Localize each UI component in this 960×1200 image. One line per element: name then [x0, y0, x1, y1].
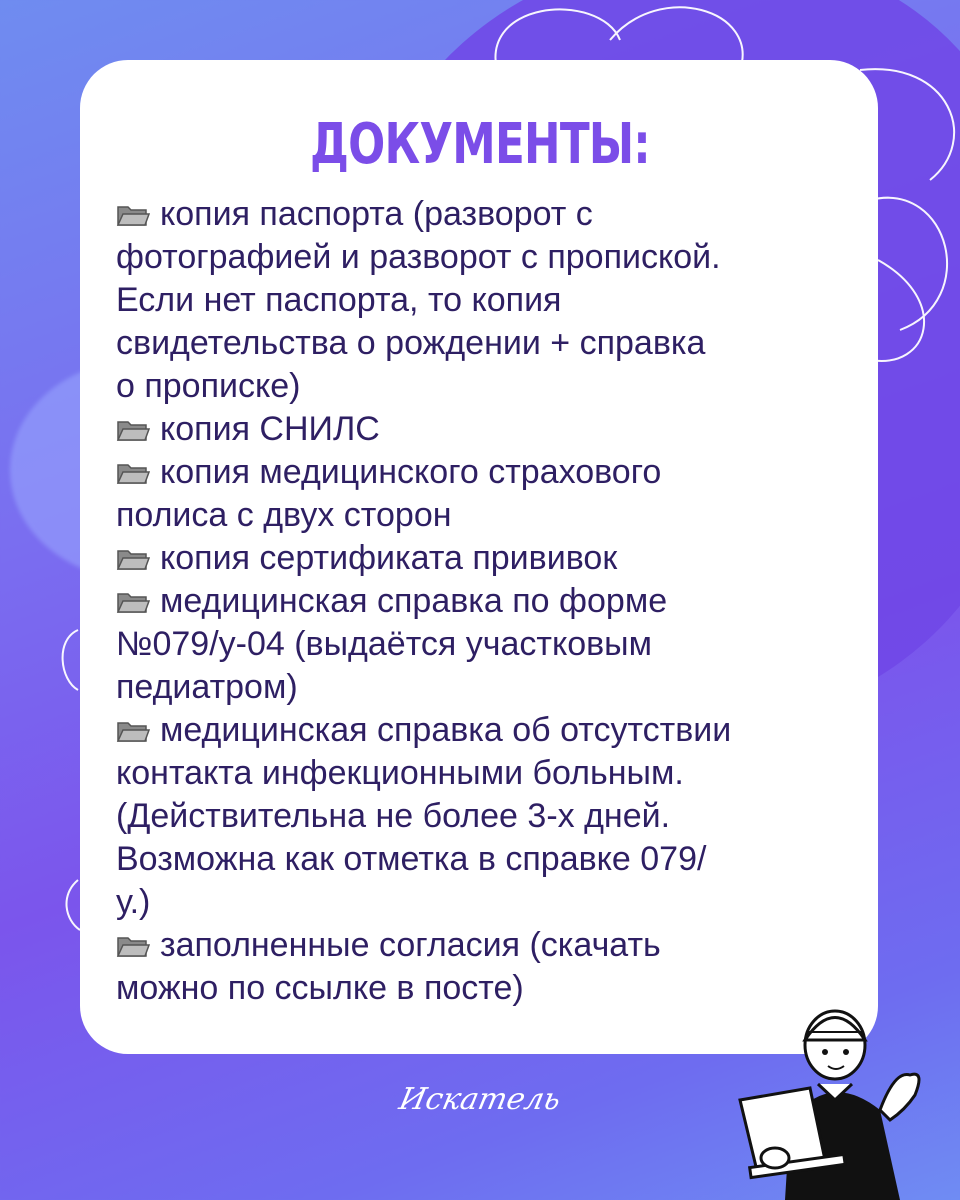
- brand-logo: Искатель: [396, 1082, 564, 1117]
- list-item-text: (Действительна не более 3-х дней.: [116, 797, 671, 835]
- list-item-text: копия медицинского страхового: [160, 453, 662, 491]
- list-item-text: фотографией и разворот с пропиской.: [116, 238, 721, 276]
- list-item: [116, 924, 856, 1010]
- list-item: [116, 451, 856, 537]
- folder-icon: [116, 926, 150, 950]
- list-item-text: копия паспорта (разворот с: [160, 195, 593, 233]
- list-item-text: о прописке): [116, 367, 301, 405]
- list-item: [116, 408, 856, 451]
- list-item-text: медицинская справка об отсутствии: [160, 711, 732, 749]
- list-item: [116, 580, 856, 709]
- list-item-text: свидетельства о рождении + справка: [116, 324, 706, 362]
- list-item-text: копия сертификата прививок: [160, 539, 618, 577]
- list-item-text: полиса с двух сторон: [116, 496, 452, 534]
- folder-icon: [116, 410, 150, 434]
- list-item-text: можно по ссылке в посте): [116, 969, 524, 1007]
- list-item-text: Если нет паспорта, то копия: [116, 281, 562, 319]
- folder-icon: [116, 195, 150, 219]
- list-item-text: контакта инфекционными больным.: [116, 754, 684, 792]
- list-item-text: у.): [116, 883, 151, 921]
- folder-icon: [116, 453, 150, 477]
- list-item-text: заполненные согласия (скачать: [160, 926, 661, 964]
- documents-list: [116, 193, 856, 1010]
- page-title: ДОКУМЕНТЫ:: [309, 112, 651, 177]
- list-item: [116, 537, 856, 580]
- list-item: [116, 709, 856, 924]
- folder-icon: [116, 582, 150, 606]
- list-item-text: Возможна как отметка в справке 079/: [116, 840, 707, 878]
- list-item-text: копия СНИЛС: [160, 410, 380, 448]
- list-item-text: №079/у-04 (выдаётся участковым: [116, 625, 652, 663]
- folder-icon: [116, 711, 150, 735]
- folder-icon: [116, 539, 150, 563]
- list-item-text: педиатром): [116, 668, 298, 706]
- list-item: [116, 193, 856, 408]
- list-item-text: медицинская справка по форме: [160, 582, 668, 620]
- character-with-laptop-illustration: [730, 1000, 960, 1200]
